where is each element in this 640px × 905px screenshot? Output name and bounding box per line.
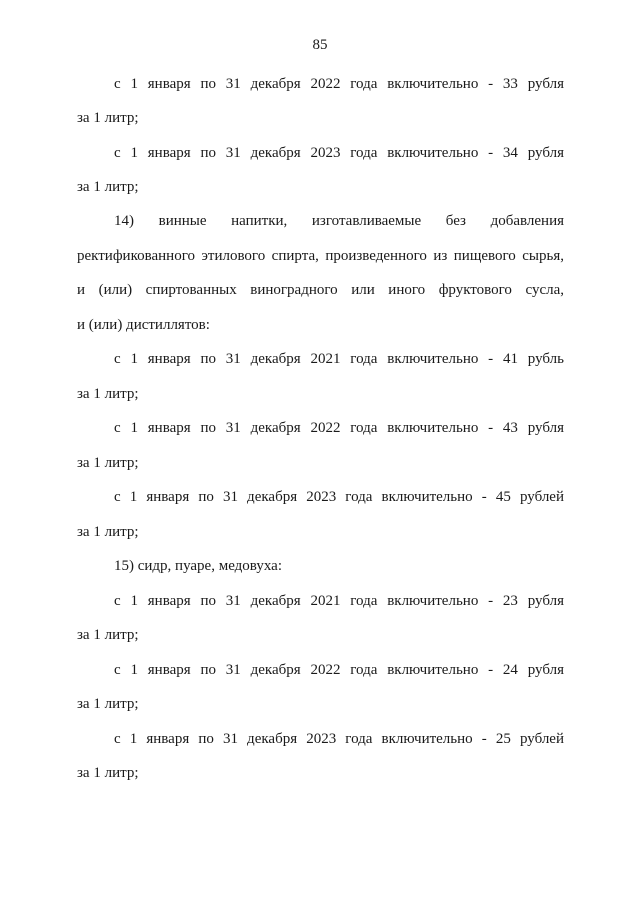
text-line: за 1 литр; xyxy=(77,386,139,402)
page-number: 85 xyxy=(312,37,328,53)
text-line: с 1 января по 31 декабря 2022 года включительно - 43 рубля xyxy=(114,420,564,436)
text-line: за 1 литр; xyxy=(77,179,139,195)
text-line: и (или) спиртованных виноградного или иного фруктового сусла, xyxy=(77,282,564,298)
text-line: с 1 января по 31 декабря 2021 года включительно - 23 рубля xyxy=(114,593,564,609)
text-line: с 1 января по 31 декабря 2023 года включительно - 34 рубля xyxy=(114,145,564,161)
text-line: 14) винные напитки, изготавливаемые без добавления xyxy=(114,213,564,229)
text-line: за 1 литр; xyxy=(77,765,139,781)
text-line: за 1 литр; xyxy=(77,696,139,712)
text-line: и (или) дистиллятов: xyxy=(77,317,210,333)
text-line: за 1 литр; xyxy=(77,455,139,471)
text-line: с 1 января по 31 декабря 2023 года включительно - 25 рублей xyxy=(114,731,564,747)
text-line: за 1 литр; xyxy=(77,524,139,540)
text-line: с 1 января по 31 декабря 2023 года включительно - 45 рублей xyxy=(114,489,564,505)
text-line: ректификованного этилового спирта, произведенного из пищевого сырья, xyxy=(77,248,564,264)
text-line: с 1 января по 31 декабря 2022 года включительно - 33 рубля xyxy=(114,76,564,92)
text-line: за 1 литр; xyxy=(77,627,139,643)
text-line: с 1 января по 31 декабря 2022 года включительно - 24 рубля xyxy=(114,662,564,678)
text-line: 15) сидр, пуаре, медовуха: xyxy=(114,558,282,574)
text-line: с 1 января по 31 декабря 2021 года включительно - 41 рубль xyxy=(114,351,564,367)
text-line: за 1 литр; xyxy=(77,110,139,126)
